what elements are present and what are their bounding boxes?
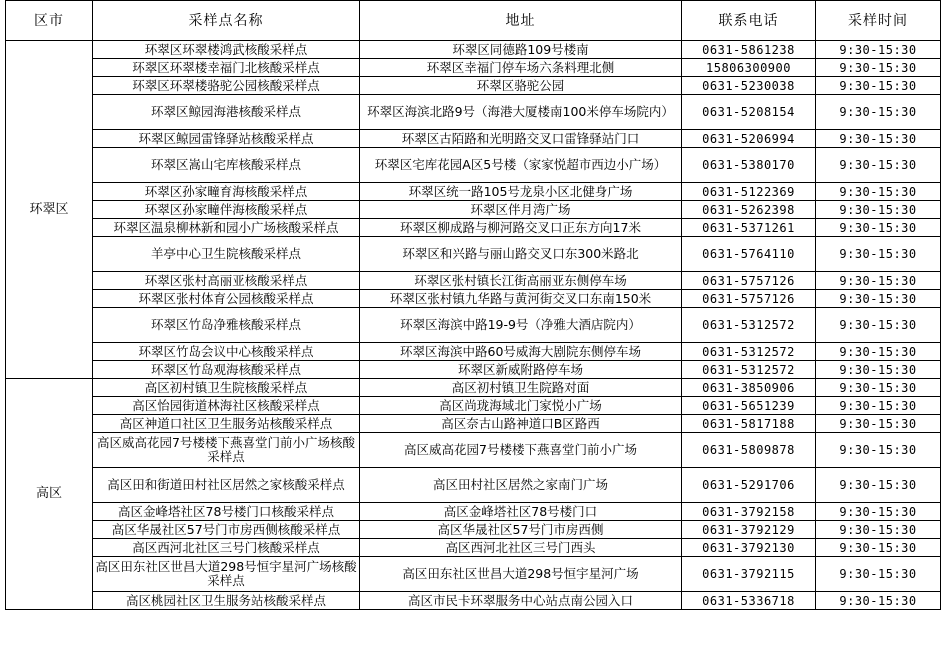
sampling-time-cell: 9:30-15:30: [816, 237, 941, 272]
table-row: [6, 592, 941, 610]
sampling-time-cell: 9:30-15:30: [816, 290, 941, 308]
site-name-cell: 环翠区竹岛会议中心核酸采样点: [93, 343, 360, 361]
site-name-cell: 高区威高花园7号楼楼下燕喜堂门前小广场核酸采样点: [93, 433, 360, 468]
phone-cell: 0631-5312572: [682, 343, 816, 361]
site-name-cell: 高区田和街道田村社区居然之家核酸采样点: [93, 468, 360, 503]
site-name-cell: 环翠区张村体育公园核酸采样点: [93, 290, 360, 308]
table-row: [6, 308, 941, 343]
address-cell: 环翠区同德路109号楼南: [360, 41, 682, 59]
site-name-cell: 环翠区张村高丽亚核酸采样点: [93, 272, 360, 290]
table-row: [6, 219, 941, 237]
sampling-time-cell: 9:30-15:30: [816, 130, 941, 148]
phone-cell: 0631-5312572: [682, 308, 816, 343]
site-name-cell: 环翠区环翠楼幸福门北核酸采样点: [93, 59, 360, 77]
table-row: [6, 237, 941, 272]
header-district: 区市: [6, 1, 93, 41]
sampling-time-cell: 9:30-15:30: [816, 183, 941, 201]
table-row: [6, 148, 941, 183]
address-cell: 环翠区新威附路停车场: [360, 361, 682, 379]
phone-cell: 0631-5861238: [682, 41, 816, 59]
phone-cell: 0631-5371261: [682, 219, 816, 237]
site-name-cell: 高区桃园社区卫生服务站核酸采样点: [93, 592, 360, 610]
address-cell: 高区金峰塔社区78号楼门口: [360, 503, 682, 521]
table-body: [6, 41, 941, 610]
sampling-time-cell: 9:30-15:30: [816, 433, 941, 468]
table-row: [6, 201, 941, 219]
address-cell: 环翠区海滨北路9号（海港大厦楼南100米停车场院内）: [360, 95, 682, 130]
site-name-cell: 环翠区嵩山宅库核酸采样点: [93, 148, 360, 183]
address-cell: 高区田东社区世昌大道298号恒宇星河广场: [360, 557, 682, 592]
phone-cell: 0631-3792158: [682, 503, 816, 521]
phone-cell: 0631-3850906: [682, 379, 816, 397]
sampling-time-cell: 9:30-15:30: [816, 343, 941, 361]
site-name-cell: 高区神道口社区卫生服务站核酸采样点: [93, 415, 360, 433]
sampling-time-cell: 9:30-15:30: [816, 361, 941, 379]
site-name-cell: 羊亭中心卫生院核酸采样点: [93, 237, 360, 272]
sampling-time-cell: 9:30-15:30: [816, 77, 941, 95]
table-header-row: [6, 1, 941, 41]
sampling-time-cell: 9:30-15:30: [816, 415, 941, 433]
phone-cell: 0631-5312572: [682, 361, 816, 379]
table-row: [6, 183, 941, 201]
sampling-sites-table: [5, 0, 941, 610]
site-name-cell: 环翠区环翠楼骆驼公园核酸采样点: [93, 77, 360, 95]
site-name-cell: 环翠区孙家疃伴海核酸采样点: [93, 201, 360, 219]
header-address: 地址: [360, 1, 682, 41]
address-cell: 环翠区张村镇长江街高丽亚东侧停车场: [360, 272, 682, 290]
site-name-cell: 高区田东社区世昌大道298号恒宇星河广场核酸采样点: [93, 557, 360, 592]
address-cell: 高区初村镇卫生院路对面: [360, 379, 682, 397]
address-cell: 环翠区幸福门停车场六条料理北侧: [360, 59, 682, 77]
phone-cell: 0631-3792130: [682, 539, 816, 557]
address-cell: 高区尚珑海域北门家悦小广场: [360, 397, 682, 415]
site-name-cell: 环翠区竹岛观海核酸采样点: [93, 361, 360, 379]
sampling-time-cell: 9:30-15:30: [816, 201, 941, 219]
address-cell: 环翠区海滨中路19-9号（净雅大酒店院内）: [360, 308, 682, 343]
address-cell: 环翠区柳成路与柳河路交叉口正东方向17米: [360, 219, 682, 237]
site-name-cell: 环翠区竹岛净雅核酸采样点: [93, 308, 360, 343]
site-name-cell: 高区金峰塔社区78号楼门口核酸采样点: [93, 503, 360, 521]
address-cell: 高区华晟社区57号门市房西侧: [360, 521, 682, 539]
sampling-time-cell: 9:30-15:30: [816, 521, 941, 539]
sampling-time-cell: 9:30-15:30: [816, 59, 941, 77]
phone-cell: 0631-5757126: [682, 290, 816, 308]
header-site-name: 采样点名称: [93, 1, 360, 41]
sampling-time-cell: 9:30-15:30: [816, 379, 941, 397]
table-row: [6, 539, 941, 557]
address-cell: 环翠区张村镇九华路与黄河街交叉口东南150米: [360, 290, 682, 308]
phone-cell: 0631-5809878: [682, 433, 816, 468]
table-row: [6, 41, 941, 59]
sampling-time-cell: 9:30-15:30: [816, 397, 941, 415]
phone-cell: 0631-5757126: [682, 272, 816, 290]
header-phone: 联系电话: [682, 1, 816, 41]
address-cell: 环翠区伴月湾广场: [360, 201, 682, 219]
phone-cell: 0631-5291706: [682, 468, 816, 503]
table-row: [6, 95, 941, 130]
table-row: [6, 433, 941, 468]
phone-cell: 0631-3792129: [682, 521, 816, 539]
address-cell: 环翠区统一路105号龙泉小区北健身广场: [360, 183, 682, 201]
table-row: [6, 521, 941, 539]
address-cell: 高区奈古山路神道口B区路西: [360, 415, 682, 433]
sampling-time-cell: 9:30-15:30: [816, 95, 941, 130]
site-name-cell: 高区华晟社区57号门市房西侧核酸采样点: [93, 521, 360, 539]
site-name-cell: 环翠区鲸园雷锋驿站核酸采样点: [93, 130, 360, 148]
table-row: [6, 77, 941, 95]
table-row: [6, 557, 941, 592]
sampling-time-cell: 9:30-15:30: [816, 219, 941, 237]
address-cell: 高区田村社区居然之家南门广场: [360, 468, 682, 503]
site-name-cell: 高区西河北社区三号门核酸采样点: [93, 539, 360, 557]
address-cell: 环翠区海滨中路60号威海大剧院东侧停车场: [360, 343, 682, 361]
table-row: [6, 503, 941, 521]
phone-cell: 0631-5122369: [682, 183, 816, 201]
sampling-time-cell: 9:30-15:30: [816, 148, 941, 183]
table-row: [6, 290, 941, 308]
table-row: [6, 272, 941, 290]
table-row: [6, 397, 941, 415]
site-name-cell: 环翠区鲸园海港核酸采样点: [93, 95, 360, 130]
table-row: [6, 343, 941, 361]
address-cell: 环翠区和兴路与丽山路交叉口东300米路北: [360, 237, 682, 272]
table-row: [6, 379, 941, 397]
sampling-time-cell: 9:30-15:30: [816, 592, 941, 610]
sampling-time-cell: 9:30-15:30: [816, 308, 941, 343]
phone-cell: 0631-5817188: [682, 415, 816, 433]
phone-cell: 0631-5208154: [682, 95, 816, 130]
district-cell: 环翠区: [6, 41, 93, 379]
address-cell: 环翠区宅库花园A区5号楼（家家悦超市西边小广场）: [360, 148, 682, 183]
sampling-time-cell: 9:30-15:30: [816, 557, 941, 592]
phone-cell: 0631-5380170: [682, 148, 816, 183]
site-name-cell: 高区初村镇卫生院核酸采样点: [93, 379, 360, 397]
site-name-cell: 环翠区温泉柳林新和园小广场核酸采样点: [93, 219, 360, 237]
phone-cell: 0631-5336718: [682, 592, 816, 610]
sampling-time-cell: 9:30-15:30: [816, 539, 941, 557]
phone-cell: 0631-5764110: [682, 237, 816, 272]
table-row: [6, 130, 941, 148]
sampling-time-cell: 9:30-15:30: [816, 503, 941, 521]
table-row: [6, 361, 941, 379]
sampling-time-cell: 9:30-15:30: [816, 41, 941, 59]
site-name-cell: 高区怡园街道林海社区核酸采样点: [93, 397, 360, 415]
phone-cell: 0631-5651239: [682, 397, 816, 415]
phone-cell: 0631-5206994: [682, 130, 816, 148]
table-row: [6, 468, 941, 503]
phone-cell: 0631-3792115: [682, 557, 816, 592]
site-name-cell: 环翠区环翠楼鸿武核酸采样点: [93, 41, 360, 59]
site-name-cell: 环翠区孙家疃育海核酸采样点: [93, 183, 360, 201]
phone-cell: 15806300900: [682, 59, 816, 77]
address-cell: 环翠区骆驼公园: [360, 77, 682, 95]
phone-cell: 0631-5262398: [682, 201, 816, 219]
phone-cell: 0631-5230038: [682, 77, 816, 95]
header-sampling-time: 采样时间: [816, 1, 941, 41]
table-row: [6, 59, 941, 77]
address-cell: 高区市民卡环翠服务中心站点南公园入口: [360, 592, 682, 610]
address-cell: 高区西河北社区三号门西头: [360, 539, 682, 557]
sampling-time-cell: 9:30-15:30: [816, 272, 941, 290]
table-row: [6, 415, 941, 433]
sampling-time-cell: 9:30-15:30: [816, 468, 941, 503]
address-cell: 环翠区古陌路和光明路交叉口雷锋驿站门口: [360, 130, 682, 148]
address-cell: 高区威高花园7号楼楼下燕喜堂门前小广场: [360, 433, 682, 468]
district-cell: 高区: [6, 379, 93, 610]
